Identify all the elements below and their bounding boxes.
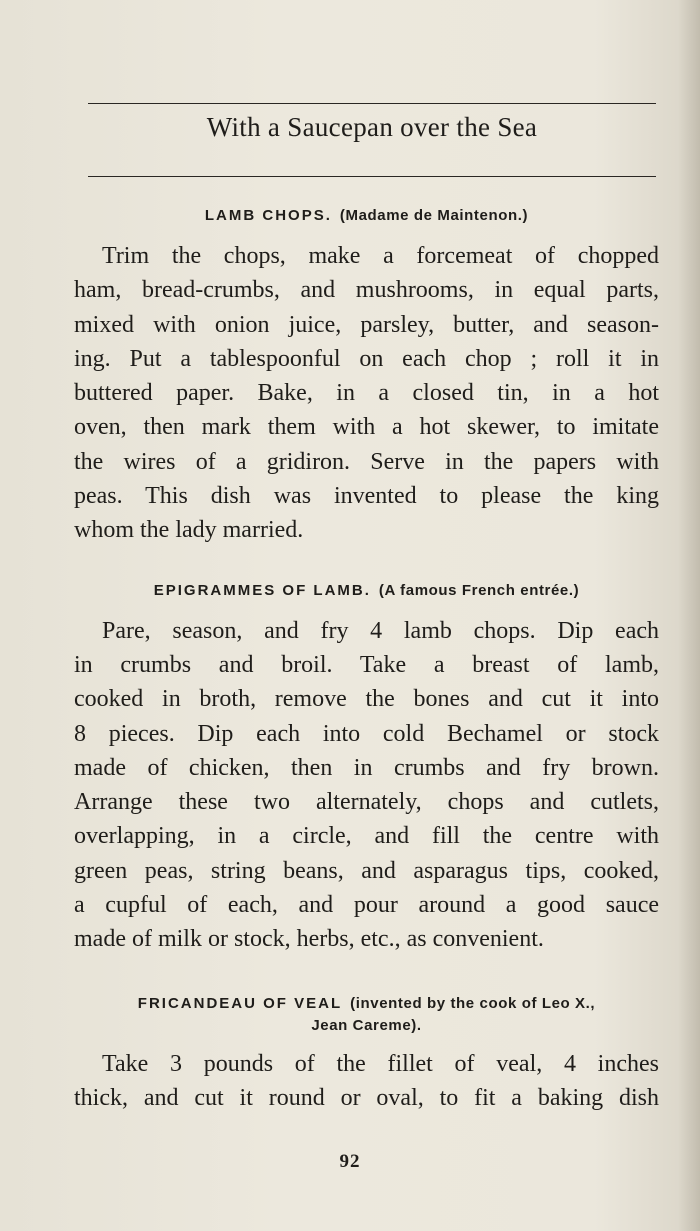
- page-content: [74, 200, 659, 1115]
- text-line: green peas, string beans, and asparagus tips, cooked,: [74, 857, 659, 884]
- text-line: Take 3 pounds of the fillet of veal, 4 inches: [102, 1050, 659, 1077]
- text-line: whom the lady married.: [74, 517, 304, 544]
- page-edge-shadow: [678, 0, 700, 1231]
- text-line: made of chicken, then in crumbs and fry brown.: [74, 754, 659, 781]
- text-line: peas. This dish was invented to please the king: [74, 483, 659, 510]
- text-line: oven, then mark them with a hot skewer, to imitate: [74, 414, 659, 441]
- recipe-body-fricandeau: [74, 1047, 659, 1116]
- recipe-note: (invented by the cook of Leo X.,: [350, 994, 596, 1012]
- text-line: ham, bread-crumbs, and mushrooms, in equal parts,: [74, 277, 659, 304]
- recipe-note: (Madame de Maintenon.): [339, 207, 529, 224]
- text-line: Arrange these two alternately, chops and cutlets,: [74, 789, 659, 816]
- recipe-title: EPIGRAMMES OF LAMB.: [153, 581, 371, 599]
- text-line: made of milk or stock, herbs, etc., as convenient.: [74, 926, 544, 953]
- header-rule-bottom: [88, 176, 656, 177]
- text-line: cooked in broth, remove the bones and cut it into: [74, 686, 659, 713]
- recipe-note: (A famous French entrée.): [378, 581, 580, 599]
- text-line: 8 pieces. Dip each into cold Bechamel or stock: [74, 720, 659, 747]
- recipe-body-epigrammes: [74, 614, 659, 957]
- recipe-title: LAMB CHOPS.: [204, 207, 332, 224]
- recipe-heading-lamb-chops: [74, 205, 659, 227]
- text-line: the wires of a gridiron. Serve in the papers with: [74, 448, 659, 475]
- text-line: in crumbs and broil. Take a breast of lamb,: [74, 651, 659, 678]
- text-line: ing. Put a tablespoonful on each chop ; roll it in: [74, 345, 659, 372]
- text-line: buttered paper. Bake, in a closed tin, in a hot: [74, 380, 659, 407]
- recipe-title: FRICANDEAU OF VEAL: [137, 994, 343, 1012]
- recipe-body-lamb-chops: [74, 239, 659, 548]
- header-rule-top: [88, 103, 656, 104]
- recipe-note-continued: Jean Careme).: [311, 1016, 422, 1034]
- text-line: overlapping, in a circle, and fill the centre with: [74, 823, 659, 850]
- running-head: With a Saucepan over the Sea: [206, 112, 538, 142]
- text-line: thick, and cut it round or oval, to fit a baking dish: [74, 1084, 659, 1111]
- text-line: a cupful of each, and pour around a good sauce: [74, 892, 659, 919]
- text-line: Pare, season, and fry 4 lamb chops. Dip each: [102, 617, 659, 644]
- page-number: 92: [339, 1151, 361, 1172]
- recipe-heading-fricandeau: [74, 993, 659, 1037]
- text-line: mixed with onion juice, parsley, butter, and season-: [74, 311, 659, 338]
- text-line: Trim the chops, make a forcemeat of chopped: [102, 243, 659, 269]
- recipe-heading-epigrammes: [74, 580, 659, 602]
